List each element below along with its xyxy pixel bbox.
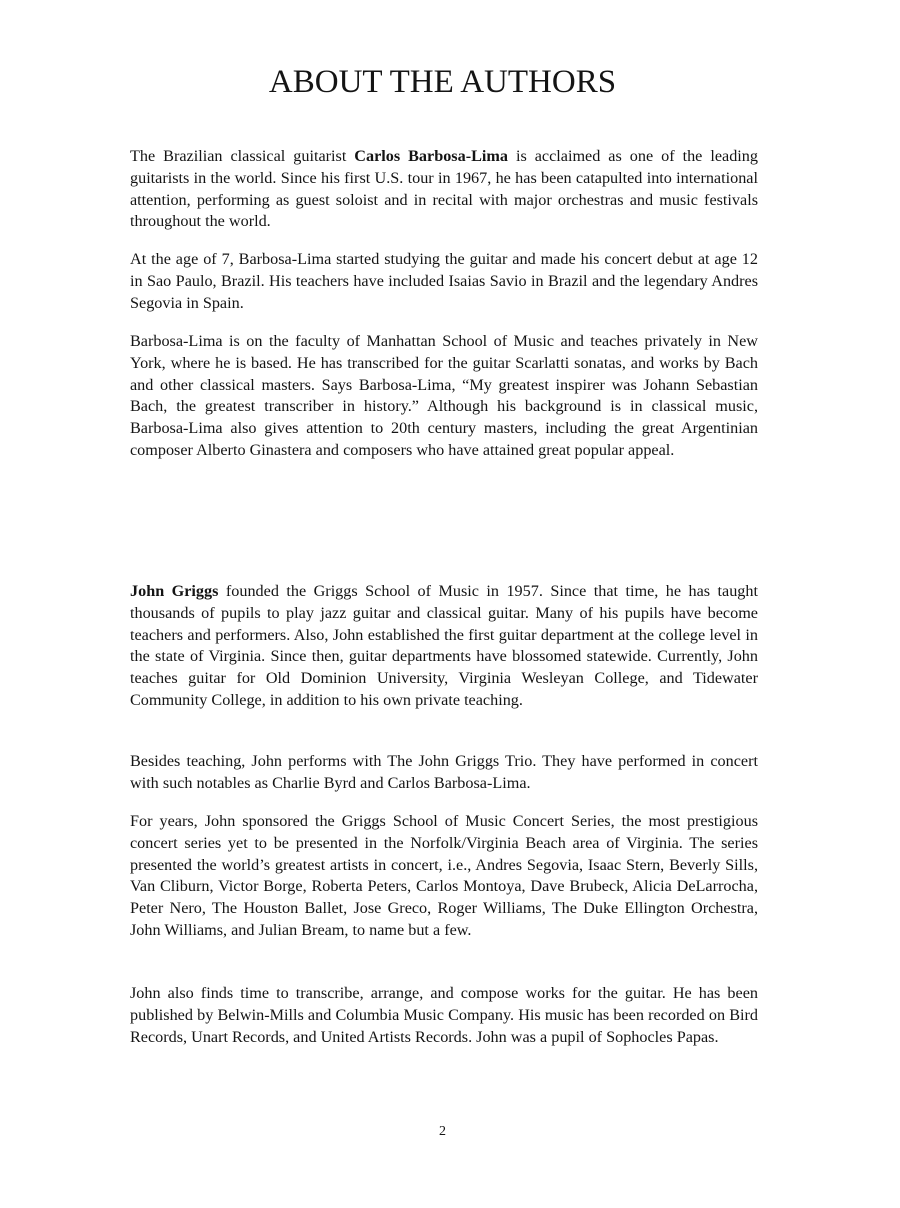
griggs-intro-paragraph — [130, 581, 758, 712]
author-name-barbosa-lima: Carlos Barbosa-Lima — [354, 147, 508, 165]
griggs-concert-series-paragraph: For years, John sponsored the Griggs School of Music Concert Series, the most prestigious concert series yet to be presented in the Norfolk/Virginia Beach area of Virginia. The series presented the world’s greatest artists in concert, i.e., Andres Segovia, Isaac Stern, Beverly Sills, Van Cliburn, Victor Borge, Roberta Peters, Carlos Montoya, Dave Brubeck, Alicia DeLarrocha, Peter Nero, The Houston Ballet, Jose Greco, Roger Williams, The Duke Ellington Orchestra, John Williams, and Julian Bream, to name but a few. — [130, 812, 758, 939]
intro-lead-text: The Brazilian classical guitarist — [130, 147, 355, 165]
intro-rest-text: is acclaimed as one of the leading guitarists in the world. Since his first U.S. tour in 1967, he has been catapulted into international attention, performing as guest soloist and in recital with major orchestras and music festivals throughout the world. — [130, 147, 758, 231]
griggs-compositions-paragraph: John also finds time to transcribe, arrange, and compose works for the guitar. He has been published by Belwin-Mills and Columbia Music Company. His music has been recorded on Bird Records, Unart Records, and United Artists Records. John was a pupil of Sophocles Papas. — [130, 984, 758, 1046]
griggs-performing-paragraph: Besides teaching, John performs with The John Griggs Trio. They have performed in concert with such notables as Charlie Byrd and Carlos Barbosa-Lima. — [130, 752, 758, 792]
author-name-griggs: John Griggs — [130, 582, 219, 600]
page-number: 2 — [439, 1124, 446, 1139]
barbosa-lima-early-life-paragraph: At the age of 7, Barbosa-Lima started studying the guitar and made his concert debut at age 12 in Sao Paulo, Brazil. His teachers have included Isaias Savio in Brazil and the legendary Andres Segovia in Spain. — [130, 250, 758, 312]
griggs-intro-rest-text: founded the Griggs School of Music in 1957. Since that time, he has taught thousands of pupils to play jazz guitar and classical guitar. Many of his pupils have become teachers and performers. Also, John established the first guitar department at the college level in the state of Virginia. Since then, guitar departments have blossomed statewide. Currently, John teaches guitar for Old Dominion University, Virginia Wesleyan College, and Tidewater Community College, in addition to his own private teaching. — [130, 582, 758, 709]
barbosa-lima-intro-paragraph — [130, 146, 758, 233]
barbosa-lima-career-paragraph: Barbosa-Lima is on the faculty of Manhattan School of Music and teaches privately in New York, where he is based. He has transcribed for the guitar Scarlatti sonatas, and works by Bach and other classical masters. Says Barbosa-Lima, “My greatest inspirer was Johann Sebastian Bach, the greatest transcriber in history.” Although his background is in classical music, Barbosa-Lima also gives attention to 20th century masters, including the great Argentinian composer Alberto Ginastera and composers who have attained great popular appeal. — [130, 332, 758, 459]
page-title: ABOUT THE AUTHORS — [268, 64, 617, 100]
